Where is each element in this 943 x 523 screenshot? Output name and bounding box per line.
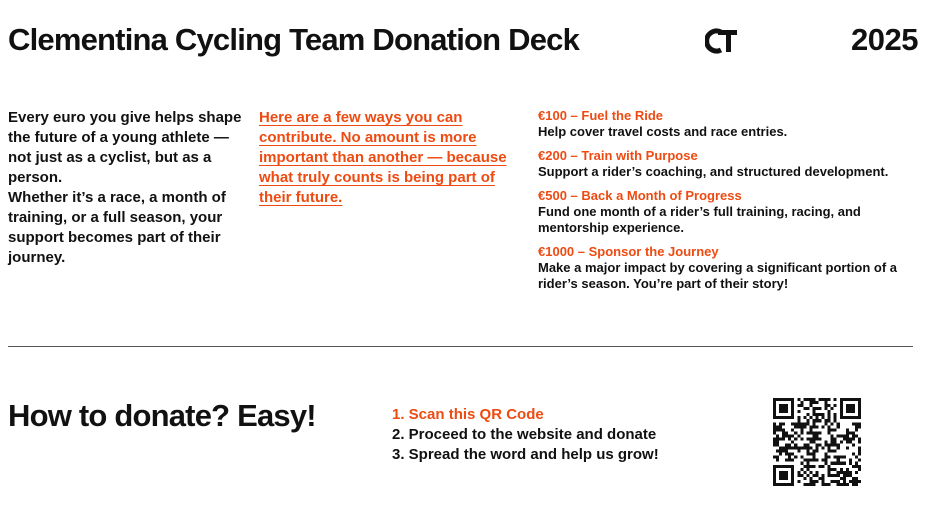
deck-title: Clementina Cycling Team Donation Deck (8, 22, 580, 57)
tier-description: Fund one month of a rider’s full training, racing, and mentorship experience. (538, 204, 861, 235)
deck-year: 2025 (851, 22, 918, 57)
intro-paragraph-2: Whether it’s a race, a month of training, or a full season, your support becomes part of their journey. (8, 189, 226, 266)
tier-200 (538, 148, 918, 180)
step-spread-word: 3. Spread the word and help us grow! (392, 446, 659, 463)
tier-500 (538, 188, 918, 236)
intro-paragraph-1: Every euro you give helps shape the future of a young athlete — not just as a cyclist, but as a person. (8, 109, 242, 186)
intro-text (8, 108, 248, 268)
tier-description: Make a major impact by covering a significant portion of a rider’s season. You’re part of their story! (538, 260, 898, 291)
donation-tiers (538, 108, 918, 300)
donate-heading: How to donate? Easy! (8, 398, 316, 433)
tier-description: Support a rider’s coaching, and structured development. (538, 164, 889, 179)
tier-title: €1000 – Sponsor the Journey (538, 244, 719, 259)
contribution-callout: Here are a few ways you can contribute. No amount is more important than another — because what truly counts is being part of their future. (259, 109, 507, 206)
donate-steps (392, 405, 659, 465)
tier-1000 (538, 244, 918, 292)
tier-title: €100 – Fuel the Ride (538, 108, 663, 123)
tier-100 (538, 108, 918, 140)
step-visit-website: 2. Proceed to the website and donate (392, 426, 657, 443)
tier-description: Help cover travel costs and race entries. (538, 124, 788, 139)
tier-title: €200 – Train with Purpose (538, 148, 698, 163)
tier-title: €500 – Back a Month of Progress (538, 188, 742, 203)
qr-code-icon[interactable] (773, 398, 861, 486)
ct-logo-icon (705, 27, 739, 55)
step-scan-qr: 1. Scan this QR Code (392, 406, 544, 423)
section-divider (8, 346, 913, 347)
